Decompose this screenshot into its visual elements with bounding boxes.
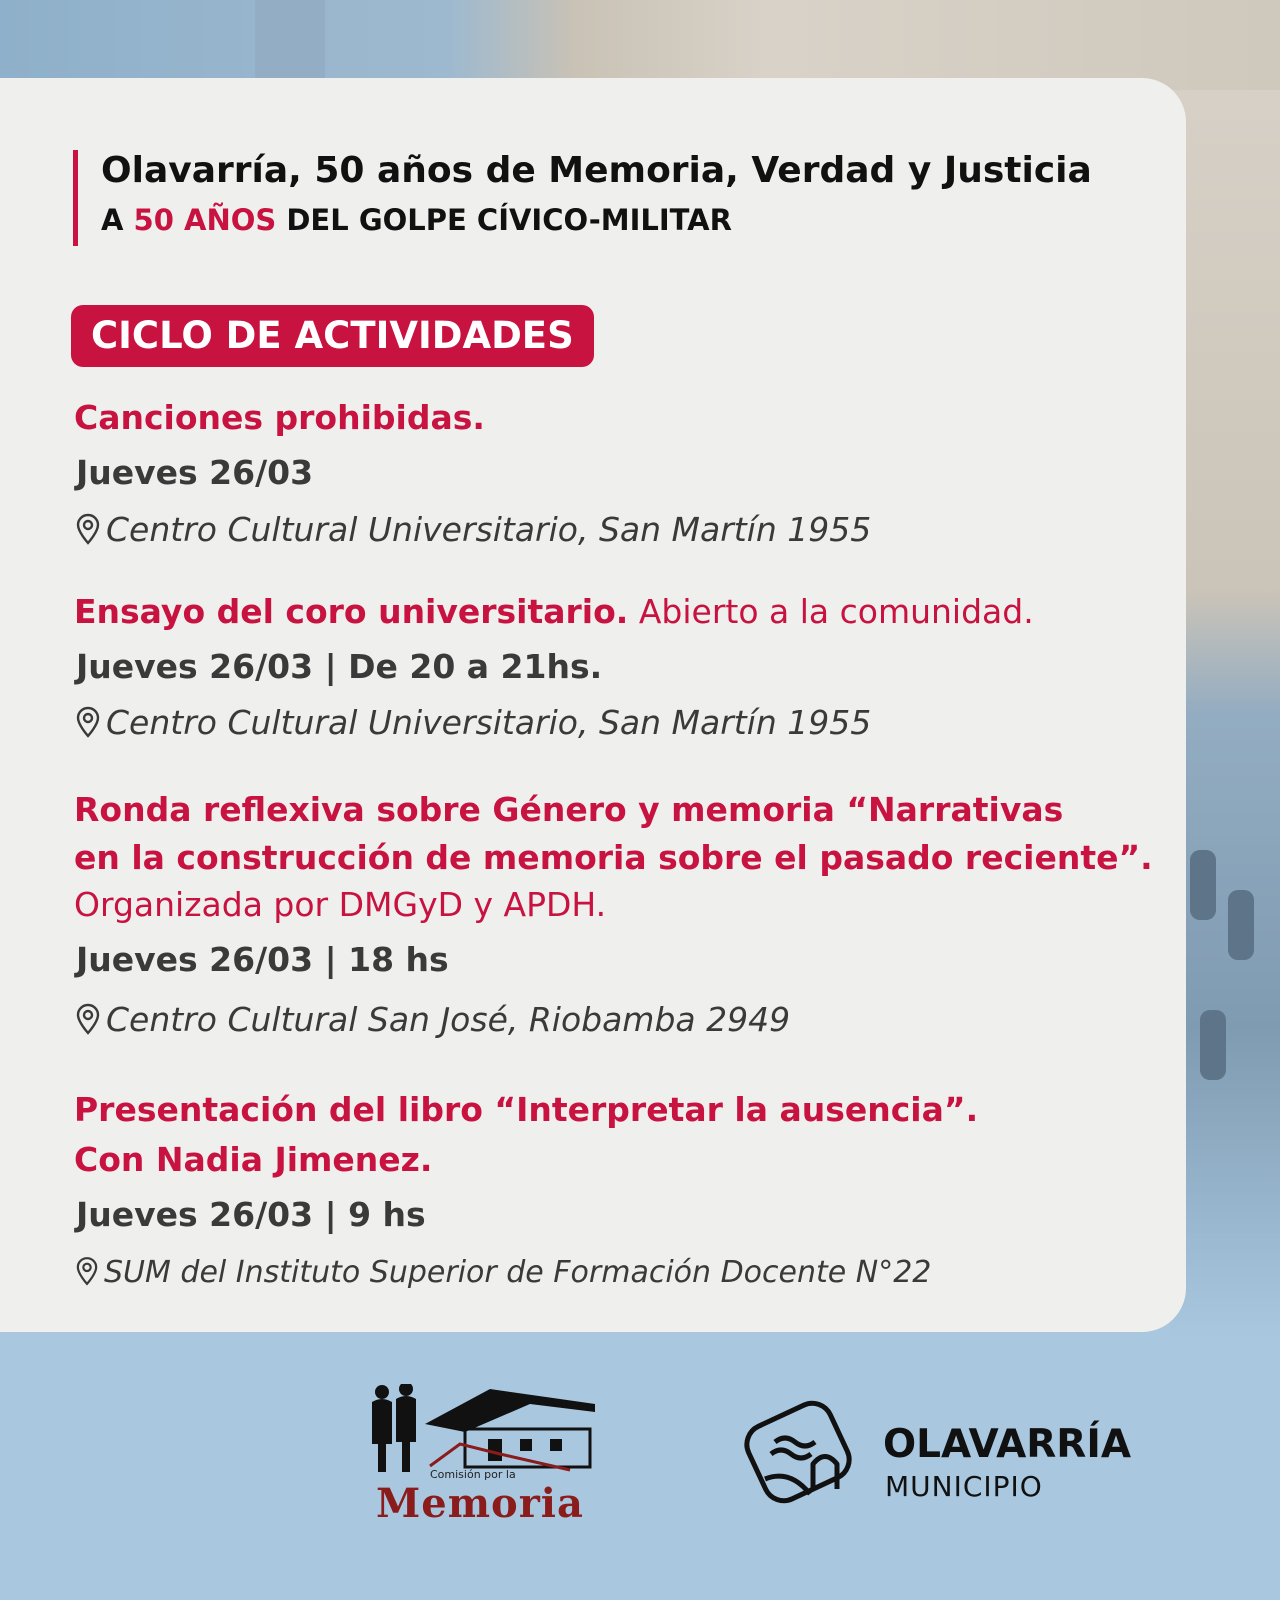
event-title: Ensayo del coro universitario. Abierto a la comunidad.: [74, 592, 1034, 631]
olavarria-logo-sub: MUNICIPIO: [885, 1470, 1043, 1503]
location-pin-icon: [76, 513, 100, 545]
olavarria-logo-name: OLAVARRÍA: [883, 1422, 1132, 1467]
location-pin-icon: [76, 1256, 98, 1286]
event-title-line: Organizada por DMGyD y APDH.: [74, 885, 607, 924]
event-title-line: Con Nadia Jimenez.: [74, 1140, 433, 1179]
event-place: Centro Cultural Universitario, San Martín 1955: [76, 510, 871, 549]
olavarria-emblem-icon: [735, 1394, 865, 1514]
event-title-line: Presentación del libro “Interpretar la ausencia”.: [74, 1090, 979, 1129]
memoria-house-icon: [370, 1384, 610, 1474]
event-place: Centro Cultural Universitario, San Martín 1955: [76, 703, 871, 742]
section-label: CICLO DE ACTIVIDADES: [71, 305, 594, 367]
location-pin-icon: [76, 1003, 100, 1035]
event-title-line: Ronda reflexiva sobre Género y memoria “Narrativas: [74, 790, 1064, 829]
event-place: Centro Cultural San José, Riobamba 2949: [76, 1000, 790, 1039]
event-date: Jueves 26/03 | 18 hs: [76, 940, 449, 979]
comision-memoria-logo: [370, 1384, 610, 1534]
event-date: Jueves 26/03 | 9 hs: [76, 1195, 426, 1234]
event-title-line: en la construcción de memoria sobre el pasado reciente”.: [74, 838, 1153, 877]
event-date: Jueves 26/03 | De 20 a 21hs.: [76, 647, 603, 686]
event-title: Canciones prohibidas.: [74, 398, 485, 437]
olavarria-municipio-logo: [735, 1394, 1155, 1514]
memoria-logo-caption: Comisión por la: [430, 1468, 516, 1481]
background-photo-top: [0, 0, 1280, 90]
page-subtitle: A 50 AÑOS DEL GOLPE CÍVICO-MILITAR: [101, 203, 732, 237]
page-title: Olavarría, 50 años de Memoria, Verdad y Justicia: [101, 150, 1092, 191]
location-pin-icon: [76, 706, 100, 738]
event-place: SUM del Instituto Superior de Formación Docente N°22: [76, 1255, 931, 1290]
header-accent-bar: [73, 150, 78, 246]
memoria-logo-word: Memoria: [376, 1480, 584, 1527]
event-date: Jueves 26/03: [76, 453, 314, 492]
background-photo-right: [1170, 90, 1280, 1340]
